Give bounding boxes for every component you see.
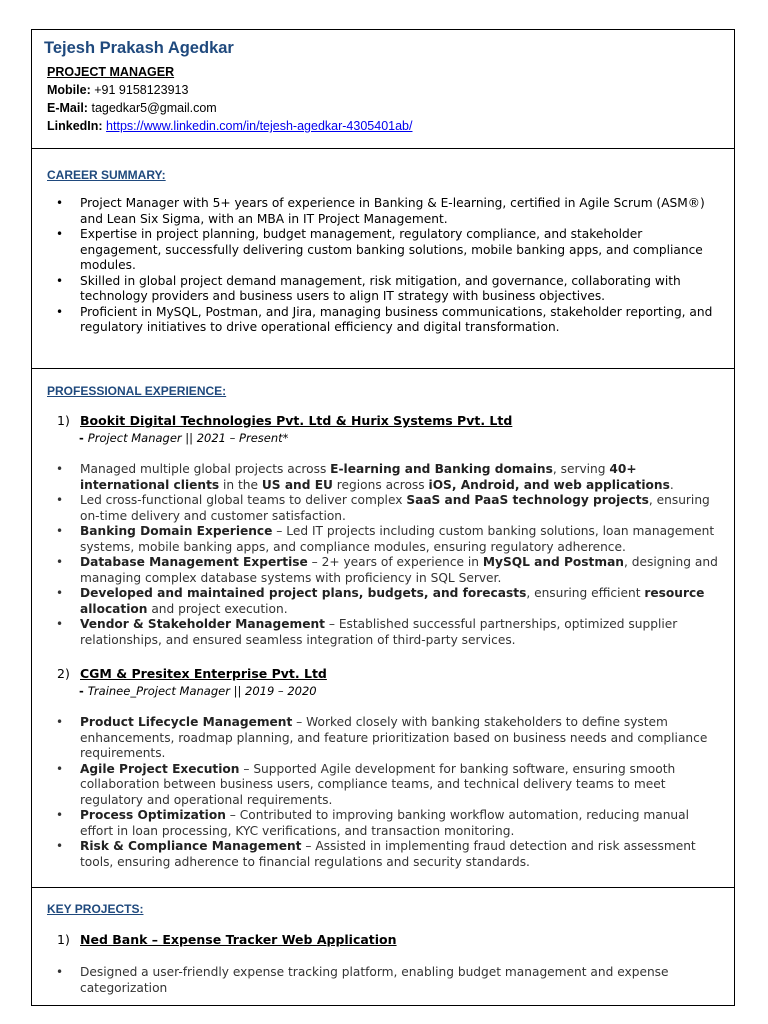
list-item: • Vendor & Stakeholder Management – Established successful partnerships, optimized supplier relationships, and ensured seamless integration of third-party services. [32, 617, 732, 648]
experience-heading: PROFESSIONAL EXPERIENCE: [47, 384, 227, 398]
job-company: CGM & Presitex Enterprise Pvt. Ltd [80, 666, 327, 681]
list-item: • Expertise in project planning, budget management, regulatory compliance, and stakeholder engagement, successfully delivering custom banking solutions, mobile banking apps, and compliance modules. [32, 227, 732, 274]
job-role: Project Manager || 2021 – Present* [87, 431, 289, 445]
mobile-line [47, 83, 188, 97]
section-divider [32, 148, 734, 149]
section-divider [32, 368, 734, 369]
list-item: • Banking Domain Experience – Led IT projects including custom banking solutions, loan management systems, mobile banking apps, and compliance modules, ensuring regulatory adherence. [32, 524, 732, 555]
linkedin-link[interactable]: https://www.linkedin.com/in/tejesh-agedkar-4305401ab/ [106, 119, 413, 133]
email-label: E-Mail: [47, 101, 88, 115]
project-1-title-line [57, 932, 397, 947]
job-1-company-line [57, 413, 512, 428]
section-divider [32, 887, 734, 888]
job-1-bullets [32, 462, 732, 648]
list-item: • Risk & Compliance Management – Assisted in implementing fraud detection and risk assessment tools, ensuring adherence to financial regulations and security standards. [32, 839, 732, 870]
email-line [47, 101, 217, 115]
list-item: • Proficient in MySQL, Postman, and Jira, managing business communications, stakeholder reporting, and regulatory initiatives to drive operational efficiency and digital transformation. [32, 305, 732, 336]
career-summary-list [32, 196, 732, 336]
list-item: • Led cross-functional global teams to deliver complex SaaS and PaaS technology projects, ensuring on-time delivery and customer satisfaction. [32, 493, 732, 524]
mobile-value: +91 9158123913 [94, 83, 189, 97]
candidate-name: Tejesh Prakash Agedkar [44, 39, 234, 57]
job-company: Bookit Digital Technologies Pvt. Ltd & Hurix Systems Pvt. Ltd [80, 413, 513, 428]
list-item: • Database Management Expertise – 2+ years of experience in MySQL and Postman, designing and managing complex database systems with proficiency in SQL Server. [32, 555, 732, 586]
job-number: 1) [57, 413, 70, 428]
job-2-bullets [32, 715, 732, 870]
list-item: • Designed a user-friendly expense tracking platform, enabling budget management and expense categorization [32, 965, 732, 996]
list-item: • Developed and maintained project plans, budgets, and forecasts, ensuring efficient resource allocation and project execution. [32, 586, 732, 617]
mobile-label: Mobile: [47, 83, 91, 97]
job-2-company-line [57, 666, 327, 681]
candidate-title: PROJECT MANAGER [47, 65, 175, 79]
list-item: • Project Manager with 5+ years of experience in Banking & E-learning, certified in Agile Scrum (ASM®) and Lean Six Sigma, with an MBA in IT Project Management. [32, 196, 732, 227]
resume-page [31, 29, 735, 1006]
list-item: • Agile Project Execution – Supported Agile development for banking software, ensuring smooth collaboration between business users, compliance teams, and technical delivery teams to meet regulatory and operational requirements. [32, 762, 732, 809]
list-item: • Managed multiple global projects across E-learning and Banking domains, serving 40+ international clients in the US and EU regions across iOS, Android, and web applications. [32, 462, 732, 493]
project-1-bullets [32, 965, 732, 996]
email-value: tagedkar5@gmail.com [91, 101, 217, 115]
job-role: Trainee_Project Manager || 2019 – 2020 [87, 684, 317, 698]
project-number: 1) [57, 932, 70, 947]
list-item: • Skilled in global project demand management, risk mitigation, and governance, collaborating with technology providers and business users to align IT strategy with business objectives. [32, 274, 732, 305]
list-item: • Product Lifecycle Management – Worked closely with banking stakeholders to define system enhancements, roadmap planning, and feature prioritization based on business needs and compliance requirements. [32, 715, 732, 762]
job-number: 2) [57, 666, 70, 681]
linkedin-label: LinkedIn: [47, 119, 103, 133]
linkedin-line [47, 119, 412, 133]
key-projects-heading: KEY PROJECTS: [47, 902, 144, 916]
career-summary-heading: CAREER SUMMARY: [47, 168, 166, 182]
list-item: • Process Optimization – Contributed to improving banking workflow automation, reducing manual effort in loan processing, KYC verifications, and transaction monitoring. [32, 808, 732, 839]
job-1-role-line: - Project Manager || 2021 – Present* [79, 431, 289, 445]
project-name: Ned Bank – Expense Tracker Web Application [80, 932, 397, 947]
job-2-role-line: - Trainee_Project Manager || 2019 – 2020 [79, 684, 317, 698]
